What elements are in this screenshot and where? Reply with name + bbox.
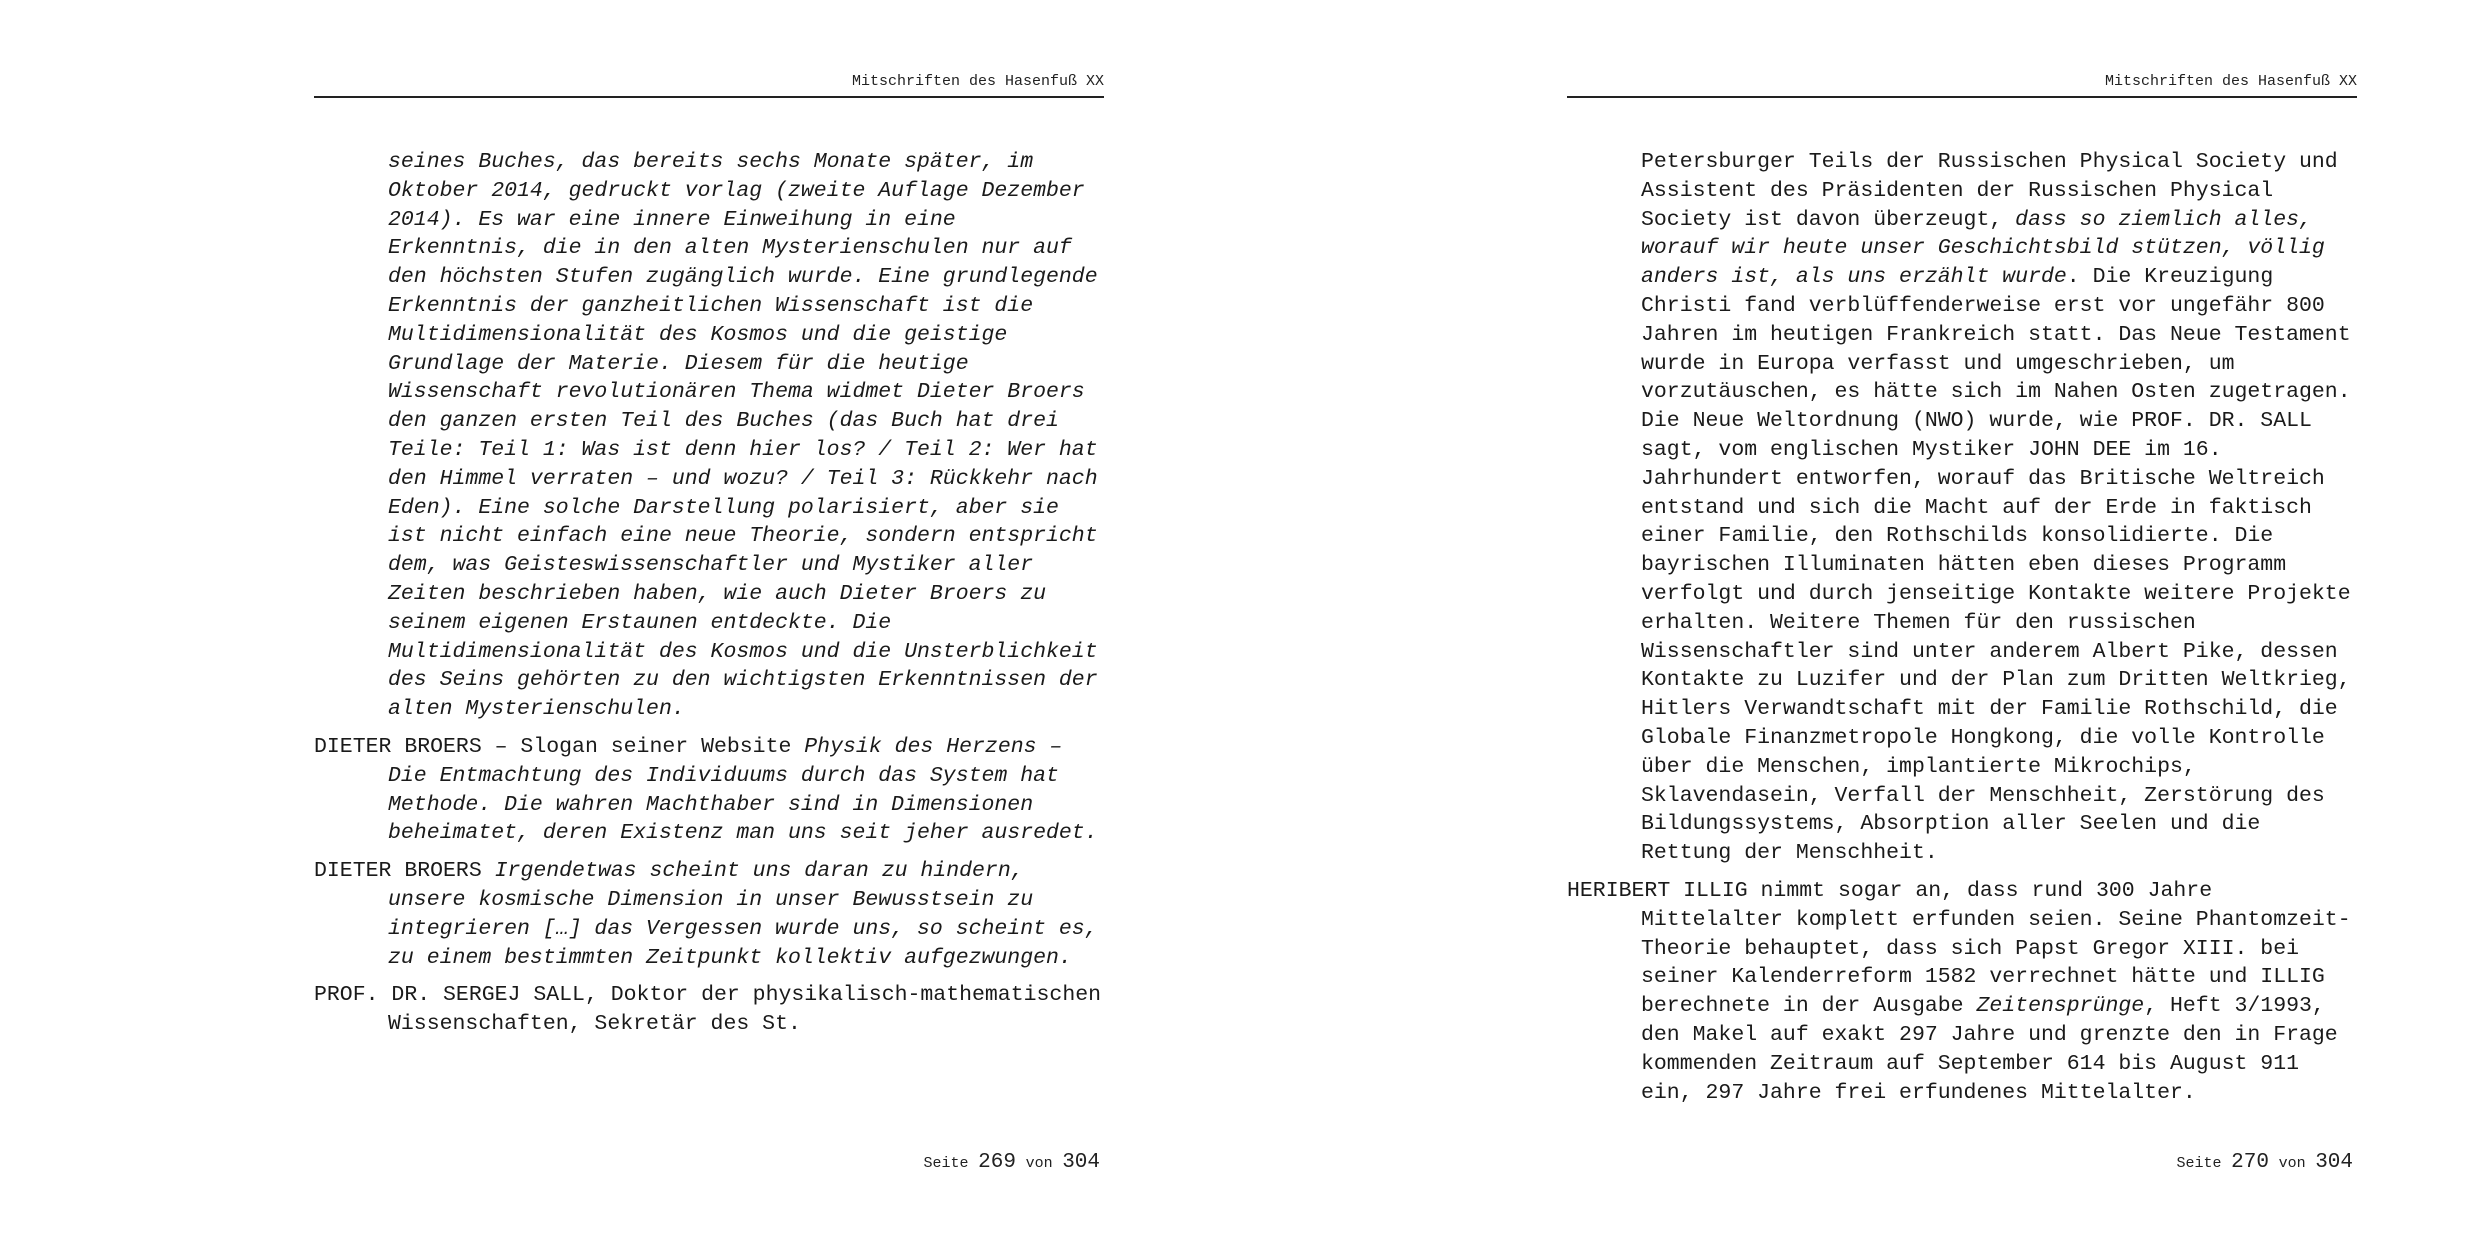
left-page [314,0,1104,1240]
footer-von-label: von [2278,1155,2306,1172]
quote-entry [314,733,1104,848]
footer-page-number: 270 [2231,1151,2269,1174]
quote-entry [314,857,1104,972]
footer-total-pages: 304 [1062,1151,1100,1174]
italic-text-run: Irgendetwas scheint uns daran zu hindern, unsere kosmische Dimension in unser Bewusstsein zu integrieren […] das Vergessen wurde uns, so scheint es, zu einem bestimmten Zeitpunkt kollektiv aufgezwungen. [388,859,1098,970]
text-run: . Die Kreuzigung Christi fand verblüffenderweise erst vor ungefähr 800 Jahren im heutigen Frankreich statt. Das Neue Testament wurde in Europa verfasst und umgeschrieben, um vorzutäuschen, es hätte sich im Nahen Osten zugetragen. Die Neue Weltordnung (NWO) wurde, wie PROF. DR. SALL sagt, vom englischen Mystiker JOHN DEE im 16. Jahrhundert entworfen, worauf das Britische Weltreich entstand und sich die Macht auf der Erde in faktisch einer Familie, den Rothschilds konsolidierte. Die bayrischen Illuminaten hätten eben dieses Programm verfolgt und durch jenseitige Kontakte weitere Projekte erhalten. Weitere Themen für den russischen Wissenschaftler sind unter anderem Albert Pike, dessen Kontakte zu Luzifer und der Plan zum Dritten Weltkrieg, Hitlers Verwandtschaft mit der Familie Rothschild, die Globale Finanzmetropole Hongkong, die volle Kontrolle über die Menschen, implantierte Mikrochips, Sklavendasein, Verfall der Menschheit, Zerstörung des Bildungssystems, Absorption aller Seelen und die Rettung der Menschheit. [1641,265,2351,866]
footer-seite-label: Seite [2176,1155,2222,1172]
footer-von-label: von [1025,1155,1053,1172]
page-body [314,148,1104,1048]
text-run: , Heft 3/1993, den Makel auf exakt 297 Jahre und grenzte den in Frage kommenden Zeitraum auf September 614 bis August 911 ein, 297 Jahre frei erfundenes Mittelalter. [1641,994,2338,1105]
header-rule [1567,96,2357,98]
continued-paragraph [314,148,1104,724]
footer-seite-label: Seite [923,1155,969,1172]
running-header: Mitschriften des Hasenfuß XX [851,73,1104,90]
quote-entry [314,981,1104,1039]
footer-page-number: 269 [978,1151,1016,1174]
text-run: DIETER BROERS – Slogan seiner Website [314,734,805,759]
italic-text-run: dass so ziemlich alles, worauf wir heute unser Geschichtsbild stützen, völlig anders ist, als uns erzählt wurde [1641,207,2325,290]
page-footer [924,1151,1100,1174]
quote-entry [1567,877,2357,1107]
page-body [1567,148,2357,1116]
footer-total-pages: 304 [2315,1151,2353,1174]
text-run: Petersburger Teils der Russischen Physical Society und Assistent des Präsidenten der Russischen Physical Society ist davon überzeugt, [1641,150,2338,232]
continued-paragraph [1567,148,2357,868]
running-header: Mitschriften des Hasenfuß XX [2104,73,2357,90]
italic-text-run: Physik des Herzens – Die Entmachtung des Individuums durch das System hat Methode. Die wahren Machthaber sind in Dimensionen beheimatet, deren Existenz man uns seit jeher ausredet. [388,734,1098,846]
header-rule [314,96,1104,98]
text-run: PROF. DR. SERGEJ SALL, Doktor der physikalisch-mathematischen Wissenschaften, Sekretär des St. [314,983,1102,1037]
right-page [1567,0,2357,1240]
italic-text-run: Zeitensprünge [1976,994,2145,1019]
italic-text-run: seines Buches, das bereits sechs Monate später, im Oktober 2014, gedruckt vorlag (zweite Auflage Dezember 2014). Es war eine innere Einweihung in eine Erkenntnis, die in den alten Mysterienschulen nur auf den höchsten Stufen zugänglich wurde. Eine grundlegende Erkenntnis der ganzheitlichen Wissenschaft ist die Multidimensionalität des Kosmos und die geistige Grundlage der Materie. Diesem für die heutige Wissenschaft revolutionären Thema widmet Dieter Broers den ganzen ersten Teil des Buches (das Buch hat drei Teile: Teil 1: Was ist denn hier los? / Teil 2: Wer hat den Himmel verraten – und wozu? / Teil 3: Rückkehr nach Eden). Eine solche Darstellung polarisiert, aber sie ist nicht einfach eine neue Theorie, sondern entspricht dem, was Geisteswissenschaftler und Mystiker aller Zeiten beschrieben haben, wie auch Dieter Broers zu seinem eigenen Erstaunen entdeckte. Die Multidimensionalität des Kosmos und die Unsterblichkeit des Seins gehörten zu den wichtigsten Erkenntnissen der alten Mysterienschulen. [388,150,1098,722]
page-footer [2177,1151,2353,1174]
text-run: DIETER BROERS [314,859,495,884]
text-run: HERIBERT ILLIG nimmt sogar an, dass rund 300 Jahre Mittelalter komplett erfunden seien. Seine Phantomzeit-Theorie behauptet, dass sich Papst Gregor XIII. bei seiner Kalenderreform 1582 verrechnet hätte und ILLIG berechnete in der Ausgabe [1567,878,2351,1019]
